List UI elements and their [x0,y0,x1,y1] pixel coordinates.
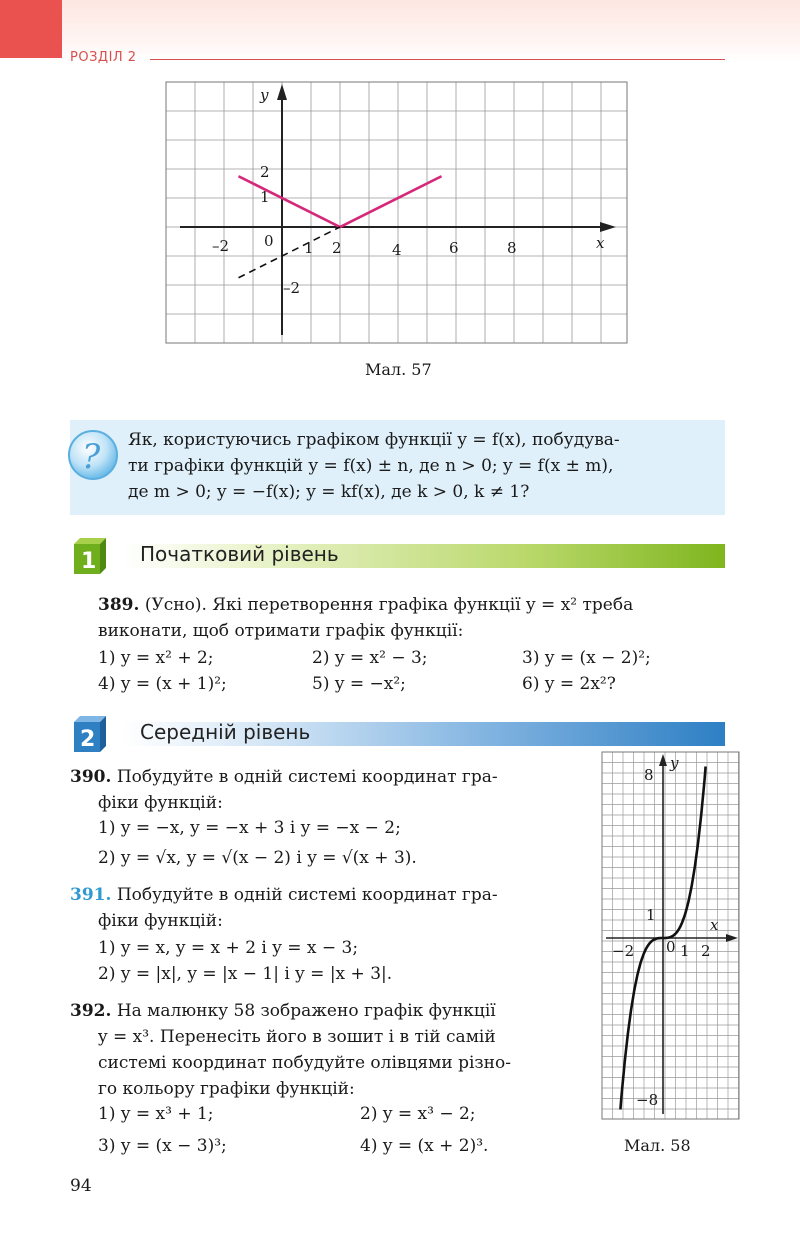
task-text: фіки функцій: [98,911,223,931]
y-axis-arrow [277,84,287,100]
y-tick-label: –2 [283,279,301,297]
y-tick-label: 2 [260,163,270,181]
answer-item: 2) y = x² − 3; [312,648,428,668]
answer-item: 1) y = −x, y = −x + 3 і y = −x − 2; [98,818,401,838]
level-2-number: 2 [80,727,96,752]
task-391 [70,882,580,934]
figure-57-grid [166,82,627,343]
task-text: (Усно). Які перетворення графіка функції y = x² треба [144,595,634,615]
answer-item: 6) y = 2x²? [522,674,616,694]
chapter-tab [0,0,62,58]
x-axis-label: x [710,916,719,934]
x-axis-arrow [600,222,616,232]
level-1-number: 1 [81,549,97,574]
task-number: 391. [70,885,112,905]
level-1-cube-icon [70,538,110,574]
task-389 [98,592,726,644]
answer-item: 2) y = x³ − 2; [360,1104,476,1124]
y-tick-label: 1 [260,188,270,206]
answer-item: 5) y = −x²; [312,674,406,694]
figure-57-frame [166,82,627,343]
y-axis-label: y [670,754,679,772]
task-text: виконати, щоб отримати графік функції: [98,621,464,641]
page-number: 94 [70,1176,92,1196]
answer-item: 4) y = (x + 2)³. [360,1136,489,1156]
figure-58-graph [600,750,740,1125]
section-label: РОЗДІЛ 2 [70,50,137,65]
task-number: 390. [70,767,112,787]
task-text: системі координат побудуйте олівцями різно- [98,1053,511,1073]
figure-58-frame [602,752,739,1119]
answer-item: 1) y = x³ + 1; [98,1104,214,1124]
task-number: 389. [98,595,140,615]
x-axis-label: x [596,234,605,252]
y-tick-label: −8 [636,1091,659,1109]
level-2-title: Середній рівень [140,720,311,744]
header-rule [150,59,725,60]
svg-text:?: ? [82,437,101,477]
x-tick-label: 1 [304,239,314,257]
origin-label: 0 [264,232,274,250]
question-icon [66,428,120,482]
y-tick-label: 1 [646,906,656,924]
answer-item: 4) y = (x + 1)²; [98,674,227,694]
question-text [128,427,718,505]
question-line: де m > 0; y = −f(x); y = kf(x), де k > 0, k ≠ 1? [128,482,530,502]
task-number: 392. [70,1001,112,1021]
task-text: фіки функцій: [98,793,223,813]
x-tick-label: −2 [612,942,635,960]
x-tick-label: 8 [507,239,517,257]
x-tick-label: 4 [392,241,402,259]
level-2-cube-icon [70,716,110,752]
dashed-line [239,227,341,278]
question-line: Як, користуючись графіком функції y = f(x), побудува- [128,430,620,450]
question-line: ти графіки функцій y = f(x) ± n, де n > 0; y = f(x ± m), [128,456,614,476]
figure-58-grid [602,752,739,1119]
figure-58-caption: Мал. 58 [624,1136,691,1155]
answer-item: 3) y = (x − 3)³; [98,1136,227,1156]
level-1-title: Початковий рівень [140,542,339,566]
answer-item: 1) y = x² + 2; [98,648,214,668]
answer-item: 1) y = x, y = x + 2 і y = x − 3; [98,938,359,958]
task-392 [70,998,585,1102]
y-axis-label: y [260,86,269,104]
figure-57-caption: Мал. 57 [365,360,432,379]
task-390 [70,764,580,816]
task-text: Побудуйте в одній системі координат гра- [116,767,498,787]
answer-item: 2) y = |x|, y = |x − 1| і y = |x + 3|. [98,964,393,984]
x-tick-label: 6 [449,239,459,257]
task-text: Побудуйте в одній системі координат гра- [116,885,498,905]
figure-57-graph [150,75,630,345]
task-text: го кольору графіки функцій: [98,1079,355,1099]
answer-item: 2) y = √x, y = √(x − 2) і y = √(x + 3). [98,848,417,868]
task-text: На малюнку 58 зображено графік функції [116,1001,496,1021]
task-text: y = x³. Перенесіть його в зошит і в тій самій [98,1027,496,1047]
x-tick-label: –2 [212,237,230,255]
y-tick-label: 8 [644,766,654,784]
x-tick-label: 2 [701,942,711,960]
y-axis-arrow [659,754,667,766]
answer-item: 3) y = (x − 2)²; [522,648,651,668]
origin-label: 0 [666,938,676,956]
x-tick-label: 2 [332,239,342,257]
x-tick-label: 1 [680,942,690,960]
